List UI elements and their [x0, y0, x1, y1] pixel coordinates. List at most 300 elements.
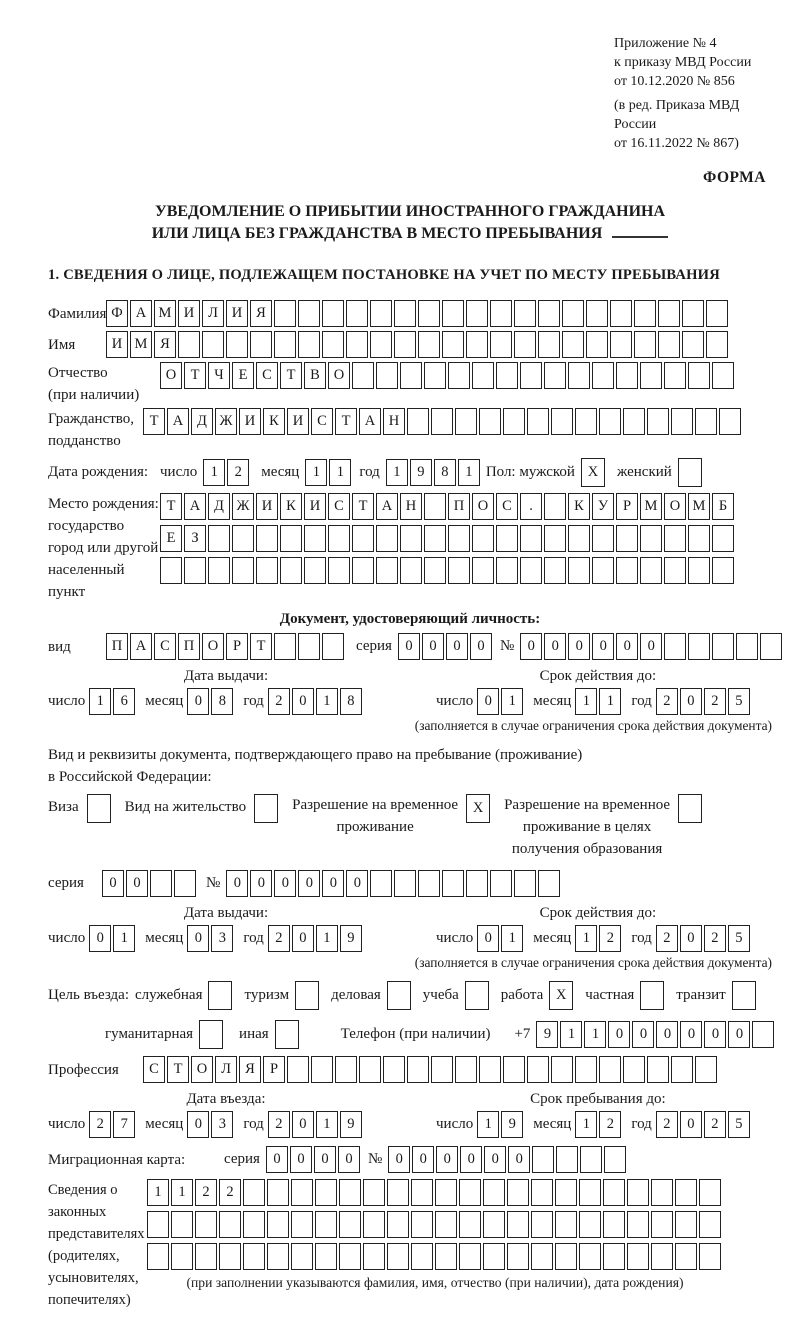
char-cell[interactable]: [291, 1179, 313, 1206]
char-cell[interactable]: [459, 1243, 481, 1270]
char-cell[interactable]: [243, 1211, 265, 1238]
char-cell[interactable]: Е: [232, 362, 254, 389]
char-cell[interactable]: [250, 331, 272, 358]
char-cell[interactable]: [274, 331, 296, 358]
char-cell[interactable]: [322, 300, 344, 327]
char-cell[interactable]: 0: [460, 1146, 482, 1173]
char-cell[interactable]: Я: [239, 1056, 261, 1083]
char-cell[interactable]: [435, 1211, 457, 1238]
char-cell[interactable]: 0: [680, 925, 702, 952]
char-cell[interactable]: [592, 362, 614, 389]
char-cell[interactable]: [544, 525, 566, 552]
char-cell[interactable]: [603, 1211, 625, 1238]
char-cell[interactable]: [376, 557, 398, 584]
char-cell[interactable]: А: [376, 493, 398, 520]
char-cell[interactable]: [472, 525, 494, 552]
char-cell[interactable]: 1: [316, 925, 338, 952]
char-cell[interactable]: [295, 981, 319, 1010]
char-cell[interactable]: [712, 525, 734, 552]
char-cell[interactable]: [459, 1211, 481, 1238]
char-cell[interactable]: 1: [560, 1021, 582, 1048]
char-cell[interactable]: И: [304, 493, 326, 520]
char-cell[interactable]: [682, 300, 704, 327]
char-cell[interactable]: [706, 300, 728, 327]
char-cell[interactable]: [599, 1056, 621, 1083]
char-cell[interactable]: [623, 1056, 645, 1083]
char-cell[interactable]: 0: [484, 1146, 506, 1173]
char-cell[interactable]: 0: [102, 870, 124, 897]
char-cell[interactable]: 0: [544, 633, 566, 660]
char-cell[interactable]: А: [130, 633, 152, 660]
char-cell[interactable]: М: [688, 493, 710, 520]
char-cell[interactable]: К: [568, 493, 590, 520]
char-cell[interactable]: 5: [728, 925, 750, 952]
char-cell[interactable]: [267, 1243, 289, 1270]
char-cell[interactable]: 0: [292, 925, 314, 952]
char-cell[interactable]: 0: [568, 633, 590, 660]
char-cell[interactable]: [359, 1056, 381, 1083]
char-cell[interactable]: [647, 1056, 669, 1083]
char-cell[interactable]: [394, 870, 416, 897]
char-cell[interactable]: 0: [250, 870, 272, 897]
char-cell[interactable]: П: [178, 633, 200, 660]
char-cell[interactable]: 0: [398, 633, 420, 660]
char-cell[interactable]: [459, 1179, 481, 1206]
char-cell[interactable]: 0: [274, 870, 296, 897]
char-cell[interactable]: [254, 794, 278, 823]
char-cell[interactable]: [603, 1243, 625, 1270]
char-cell[interactable]: 1: [147, 1179, 169, 1206]
char-cell[interactable]: [640, 525, 662, 552]
char-cell[interactable]: Т: [335, 408, 357, 435]
char-cell[interactable]: [736, 633, 758, 660]
char-cell[interactable]: [407, 1056, 429, 1083]
char-cell[interactable]: [147, 1211, 169, 1238]
char-cell[interactable]: [363, 1211, 385, 1238]
char-cell[interactable]: [555, 1243, 577, 1270]
char-cell[interactable]: Н: [383, 408, 405, 435]
char-cell[interactable]: [431, 408, 453, 435]
char-cell[interactable]: X: [549, 981, 573, 1010]
char-cell[interactable]: 2: [268, 688, 290, 715]
char-cell[interactable]: 1: [584, 1021, 606, 1048]
char-cell[interactable]: [688, 362, 710, 389]
char-cell[interactable]: [291, 1211, 313, 1238]
char-cell[interactable]: 0: [322, 870, 344, 897]
char-cell[interactable]: 0: [704, 1021, 726, 1048]
char-cell[interactable]: [275, 1020, 299, 1049]
char-cell[interactable]: 0: [266, 1146, 288, 1173]
char-cell[interactable]: [418, 331, 440, 358]
char-cell[interactable]: С: [496, 493, 518, 520]
char-cell[interactable]: 0: [388, 1146, 410, 1173]
char-cell[interactable]: [732, 981, 756, 1010]
char-cell[interactable]: [219, 1243, 241, 1270]
char-cell[interactable]: 9: [536, 1021, 558, 1048]
char-cell[interactable]: 2: [656, 688, 678, 715]
char-cell[interactable]: Б: [712, 493, 734, 520]
char-cell[interactable]: 2: [268, 925, 290, 952]
char-cell[interactable]: [160, 557, 182, 584]
char-cell[interactable]: 8: [340, 688, 362, 715]
char-cell[interactable]: 7: [113, 1111, 135, 1138]
char-cell[interactable]: [407, 408, 429, 435]
char-cell[interactable]: 1: [316, 1111, 338, 1138]
char-cell[interactable]: [752, 1021, 774, 1048]
char-cell[interactable]: [466, 870, 488, 897]
char-cell[interactable]: [322, 633, 344, 660]
char-cell[interactable]: [150, 870, 172, 897]
char-cell[interactable]: [664, 557, 686, 584]
char-cell[interactable]: [568, 525, 590, 552]
char-cell[interactable]: 2: [704, 925, 726, 952]
char-cell[interactable]: [544, 557, 566, 584]
char-cell[interactable]: 2: [599, 1111, 621, 1138]
char-cell[interactable]: А: [359, 408, 381, 435]
char-cell[interactable]: [610, 300, 632, 327]
char-cell[interactable]: И: [106, 331, 128, 358]
char-cell[interactable]: [411, 1211, 433, 1238]
char-cell[interactable]: 0: [608, 1021, 630, 1048]
char-cell[interactable]: [719, 408, 741, 435]
char-cell[interactable]: 1: [501, 688, 523, 715]
char-cell[interactable]: [695, 1056, 717, 1083]
char-cell[interactable]: [208, 525, 230, 552]
char-cell[interactable]: [267, 1211, 289, 1238]
char-cell[interactable]: [87, 794, 111, 823]
char-cell[interactable]: [376, 525, 398, 552]
char-cell[interactable]: Т: [184, 362, 206, 389]
char-cell[interactable]: [527, 1056, 549, 1083]
char-cell[interactable]: [424, 525, 446, 552]
char-cell[interactable]: [699, 1179, 721, 1206]
char-cell[interactable]: [328, 525, 350, 552]
char-cell[interactable]: [556, 1146, 578, 1173]
char-cell[interactable]: [599, 408, 621, 435]
char-cell[interactable]: О: [472, 493, 494, 520]
char-cell[interactable]: 0: [616, 633, 638, 660]
char-cell[interactable]: 0: [338, 1146, 360, 1173]
char-cell[interactable]: 3: [211, 1111, 233, 1138]
char-cell[interactable]: [280, 557, 302, 584]
char-cell[interactable]: [346, 300, 368, 327]
char-cell[interactable]: О: [328, 362, 350, 389]
char-cell[interactable]: [298, 633, 320, 660]
char-cell[interactable]: 0: [520, 633, 542, 660]
char-cell[interactable]: 0: [292, 1111, 314, 1138]
char-cell[interactable]: [671, 1056, 693, 1083]
char-cell[interactable]: Т: [167, 1056, 189, 1083]
char-cell[interactable]: 1: [89, 688, 111, 715]
char-cell[interactable]: [298, 331, 320, 358]
char-cell[interactable]: Д: [208, 493, 230, 520]
char-cell[interactable]: 1: [113, 925, 135, 952]
char-cell[interactable]: [311, 1056, 333, 1083]
char-cell[interactable]: [527, 408, 549, 435]
char-cell[interactable]: А: [184, 493, 206, 520]
char-cell[interactable]: О: [202, 633, 224, 660]
char-cell[interactable]: [483, 1211, 505, 1238]
char-cell[interactable]: [531, 1243, 553, 1270]
char-cell[interactable]: [712, 633, 734, 660]
char-cell[interactable]: [479, 1056, 501, 1083]
char-cell[interactable]: [678, 794, 702, 823]
char-cell[interactable]: [647, 408, 669, 435]
char-cell[interactable]: 0: [680, 1021, 702, 1048]
char-cell[interactable]: [514, 300, 536, 327]
char-cell[interactable]: И: [178, 300, 200, 327]
char-cell[interactable]: [603, 1179, 625, 1206]
char-cell[interactable]: [604, 1146, 626, 1173]
char-cell[interactable]: [243, 1243, 265, 1270]
char-cell[interactable]: [256, 525, 278, 552]
char-cell[interactable]: [472, 557, 494, 584]
char-cell[interactable]: [352, 557, 374, 584]
char-cell[interactable]: 9: [410, 459, 432, 486]
char-cell[interactable]: 2: [704, 688, 726, 715]
char-cell[interactable]: [400, 525, 422, 552]
char-cell[interactable]: [387, 981, 411, 1010]
char-cell[interactable]: [675, 1243, 697, 1270]
char-cell[interactable]: И: [287, 408, 309, 435]
char-cell[interactable]: [688, 525, 710, 552]
char-cell[interactable]: [496, 362, 518, 389]
char-cell[interactable]: Т: [352, 493, 374, 520]
char-cell[interactable]: Т: [250, 633, 272, 660]
char-cell[interactable]: [490, 300, 512, 327]
char-cell[interactable]: [651, 1243, 673, 1270]
char-cell[interactable]: 2: [599, 925, 621, 952]
char-cell[interactable]: [706, 331, 728, 358]
char-cell[interactable]: [496, 557, 518, 584]
char-cell[interactable]: [424, 557, 446, 584]
char-cell[interactable]: 1: [305, 459, 327, 486]
char-cell[interactable]: [339, 1179, 361, 1206]
char-cell[interactable]: [370, 331, 392, 358]
char-cell[interactable]: [370, 300, 392, 327]
char-cell[interactable]: [483, 1243, 505, 1270]
char-cell[interactable]: [688, 633, 710, 660]
char-cell[interactable]: [339, 1211, 361, 1238]
char-cell[interactable]: [435, 1179, 457, 1206]
char-cell[interactable]: [664, 525, 686, 552]
char-cell[interactable]: 0: [290, 1146, 312, 1173]
char-cell[interactable]: 8: [434, 459, 456, 486]
char-cell[interactable]: С: [311, 408, 333, 435]
char-cell[interactable]: [202, 331, 224, 358]
char-cell[interactable]: М: [640, 493, 662, 520]
char-cell[interactable]: [363, 1179, 385, 1206]
char-cell[interactable]: [682, 331, 704, 358]
char-cell[interactable]: [699, 1211, 721, 1238]
char-cell[interactable]: [256, 557, 278, 584]
char-cell[interactable]: Р: [616, 493, 638, 520]
char-cell[interactable]: [658, 331, 680, 358]
char-cell[interactable]: [610, 331, 632, 358]
char-cell[interactable]: [232, 525, 254, 552]
char-cell[interactable]: Л: [202, 300, 224, 327]
char-cell[interactable]: [178, 331, 200, 358]
char-cell[interactable]: [328, 557, 350, 584]
char-cell[interactable]: [195, 1211, 217, 1238]
char-cell[interactable]: И: [239, 408, 261, 435]
char-cell[interactable]: 8: [211, 688, 233, 715]
char-cell[interactable]: 0: [728, 1021, 750, 1048]
char-cell[interactable]: 0: [226, 870, 248, 897]
char-cell[interactable]: [400, 557, 422, 584]
char-cell[interactable]: [640, 362, 662, 389]
char-cell[interactable]: [640, 557, 662, 584]
char-cell[interactable]: [531, 1179, 553, 1206]
char-cell[interactable]: [544, 362, 566, 389]
char-cell[interactable]: С: [328, 493, 350, 520]
char-cell[interactable]: [627, 1211, 649, 1238]
char-cell[interactable]: [455, 1056, 477, 1083]
char-cell[interactable]: А: [167, 408, 189, 435]
char-cell[interactable]: [514, 331, 536, 358]
char-cell[interactable]: [623, 408, 645, 435]
char-cell[interactable]: П: [106, 633, 128, 660]
char-cell[interactable]: [411, 1179, 433, 1206]
char-cell[interactable]: Т: [160, 493, 182, 520]
char-cell[interactable]: 2: [704, 1111, 726, 1138]
char-cell[interactable]: Ф: [106, 300, 128, 327]
char-cell[interactable]: Д: [191, 408, 213, 435]
char-cell[interactable]: [658, 300, 680, 327]
char-cell[interactable]: [387, 1179, 409, 1206]
char-cell[interactable]: [442, 300, 464, 327]
char-cell[interactable]: [400, 362, 422, 389]
char-cell[interactable]: [483, 1179, 505, 1206]
char-cell[interactable]: [640, 981, 664, 1010]
char-cell[interactable]: [490, 870, 512, 897]
char-cell[interactable]: [442, 870, 464, 897]
char-cell[interactable]: [503, 1056, 525, 1083]
char-cell[interactable]: [532, 1146, 554, 1173]
char-cell[interactable]: [448, 362, 470, 389]
char-cell[interactable]: [267, 1179, 289, 1206]
char-cell[interactable]: О: [664, 493, 686, 520]
char-cell[interactable]: 0: [298, 870, 320, 897]
char-cell[interactable]: [651, 1211, 673, 1238]
char-cell[interactable]: [394, 331, 416, 358]
char-cell[interactable]: Ж: [215, 408, 237, 435]
char-cell[interactable]: [562, 300, 584, 327]
char-cell[interactable]: [579, 1179, 601, 1206]
char-cell[interactable]: А: [130, 300, 152, 327]
char-cell[interactable]: [208, 557, 230, 584]
char-cell[interactable]: [352, 362, 374, 389]
char-cell[interactable]: [171, 1243, 193, 1270]
char-cell[interactable]: [562, 331, 584, 358]
char-cell[interactable]: 0: [89, 925, 111, 952]
char-cell[interactable]: [520, 362, 542, 389]
char-cell[interactable]: [479, 408, 501, 435]
char-cell[interactable]: Р: [226, 633, 248, 660]
char-cell[interactable]: 1: [575, 688, 597, 715]
char-cell[interactable]: [411, 1243, 433, 1270]
char-cell[interactable]: 6: [113, 688, 135, 715]
char-cell[interactable]: 9: [501, 1111, 523, 1138]
char-cell[interactable]: [322, 331, 344, 358]
char-cell[interactable]: С: [143, 1056, 165, 1083]
char-cell[interactable]: [678, 458, 702, 487]
char-cell[interactable]: [699, 1243, 721, 1270]
char-cell[interactable]: [370, 870, 392, 897]
char-cell[interactable]: [575, 408, 597, 435]
char-cell[interactable]: 0: [470, 633, 492, 660]
char-cell[interactable]: 0: [436, 1146, 458, 1173]
char-cell[interactable]: [315, 1179, 337, 1206]
char-cell[interactable]: [507, 1211, 529, 1238]
char-cell[interactable]: [675, 1211, 697, 1238]
char-cell[interactable]: 2: [227, 459, 249, 486]
char-cell[interactable]: [555, 1211, 577, 1238]
char-cell[interactable]: [651, 1179, 673, 1206]
char-cell[interactable]: У: [592, 493, 614, 520]
char-cell[interactable]: [568, 557, 590, 584]
char-cell[interactable]: [520, 525, 542, 552]
char-cell[interactable]: 2: [656, 1111, 678, 1138]
char-cell[interactable]: X: [466, 794, 490, 823]
char-cell[interactable]: [232, 557, 254, 584]
char-cell[interactable]: 0: [412, 1146, 434, 1173]
char-cell[interactable]: 0: [187, 925, 209, 952]
char-cell[interactable]: [387, 1211, 409, 1238]
char-cell[interactable]: [520, 557, 542, 584]
char-cell[interactable]: [671, 408, 693, 435]
char-cell[interactable]: К: [263, 408, 285, 435]
char-cell[interactable]: М: [154, 300, 176, 327]
char-cell[interactable]: [580, 1146, 602, 1173]
char-cell[interactable]: [664, 362, 686, 389]
char-cell[interactable]: X: [581, 458, 605, 487]
char-cell[interactable]: [298, 300, 320, 327]
char-cell[interactable]: [431, 1056, 453, 1083]
char-cell[interactable]: К: [280, 493, 302, 520]
char-cell[interactable]: И: [256, 493, 278, 520]
char-cell[interactable]: [627, 1243, 649, 1270]
char-cell[interactable]: [352, 525, 374, 552]
char-cell[interactable]: 1: [316, 688, 338, 715]
char-cell[interactable]: О: [191, 1056, 213, 1083]
char-cell[interactable]: 0: [680, 1111, 702, 1138]
char-cell[interactable]: [291, 1243, 313, 1270]
char-cell[interactable]: С: [154, 633, 176, 660]
char-cell[interactable]: [376, 362, 398, 389]
char-cell[interactable]: [592, 525, 614, 552]
char-cell[interactable]: [490, 331, 512, 358]
char-cell[interactable]: [551, 1056, 573, 1083]
char-cell[interactable]: [616, 362, 638, 389]
char-cell[interactable]: [184, 557, 206, 584]
char-cell[interactable]: [335, 1056, 357, 1083]
char-cell[interactable]: [195, 1243, 217, 1270]
char-cell[interactable]: [616, 557, 638, 584]
char-cell[interactable]: [538, 331, 560, 358]
char-cell[interactable]: [448, 525, 470, 552]
char-cell[interactable]: 0: [680, 688, 702, 715]
char-cell[interactable]: 0: [292, 688, 314, 715]
char-cell[interactable]: 5: [728, 688, 750, 715]
char-cell[interactable]: Я: [154, 331, 176, 358]
char-cell[interactable]: [287, 1056, 309, 1083]
char-cell[interactable]: 0: [314, 1146, 336, 1173]
char-cell[interactable]: [466, 300, 488, 327]
char-cell[interactable]: [174, 870, 196, 897]
char-cell[interactable]: Т: [143, 408, 165, 435]
char-cell[interactable]: В: [304, 362, 326, 389]
